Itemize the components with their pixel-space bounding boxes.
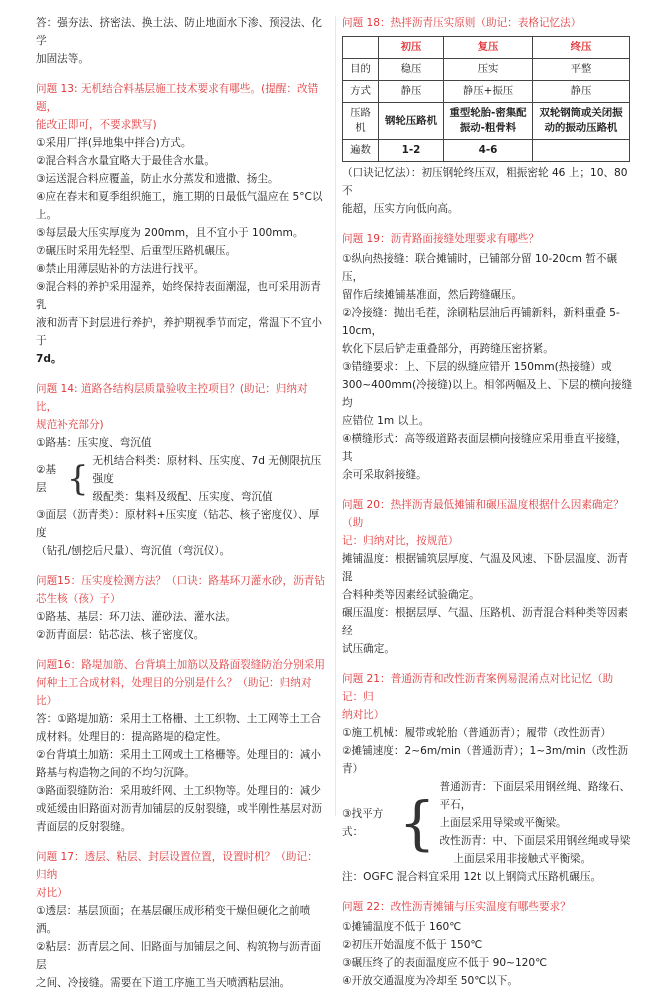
table-cell: 遍数 [343, 140, 379, 162]
answer-line: 答：①路堤加筋：采用土工格栅、土工织物、土工网等土工合 [36, 713, 321, 725]
answer-line: ②混合料含水量宜略大于最佳含水量。 [36, 155, 215, 167]
left-column [36, 14, 328, 992]
answer-line: ⑨混合料的养护采用湿养，始终保持表面潮湿，也可采用沥青乳 [36, 281, 321, 311]
table-cell: 方式 [343, 81, 379, 103]
table-cell: 平整 [533, 59, 630, 81]
answer-line: 无机结合料类：原材料、压实度、7d 无侧限抗压强度 [92, 455, 322, 485]
table-header: 初压 [379, 37, 444, 59]
answer-line: ①采用厂拌(异地集中拌合)方式。 [36, 137, 192, 149]
answer-line: ⑤每层最大压实厚度为 200mm，且不宜小于 100mm。 [36, 227, 304, 239]
table-row [343, 59, 630, 81]
answer-line: ②台背填土加筋：采用土工网或土工格栅等。处理目的：减小 [36, 749, 321, 761]
answer-line: 上面层采用导梁或平衡梁。 [439, 817, 567, 829]
table-cell [343, 37, 379, 59]
answer-line: ①施工机械：履带或轮胎（普通沥青）；履带（改性沥青） [342, 727, 612, 739]
answer-line: 留作后续摊铺基准面，然后跨缝碾压。 [342, 289, 523, 301]
question-title: 对比） [36, 887, 68, 899]
answer-line: ①摊铺温度不低于 160℃ [342, 921, 462, 933]
base-layer-group [36, 452, 328, 506]
answer-line: ①纵向热接缝：联合摊铺时，已铺部分留 10-20cm 暂不碾压， [342, 253, 618, 283]
table-row [343, 140, 630, 162]
question-title: 纳对比） [342, 709, 385, 721]
answer-line: 摊铺温度：根据铺筑层厚度、气温及风速、下卧层温度、沥青混 [342, 553, 629, 583]
question-15 [36, 572, 328, 644]
question-title: 比） [36, 695, 58, 707]
answer-line: 试压确定。 [342, 643, 395, 655]
question-title: 芯生核（孩）子） [36, 593, 121, 605]
answer-line: ①路基：压实度、弯沉值 [36, 437, 152, 449]
answer-line: ②摊铺速度：2~6m/min（普通沥青）；1~3m/min（改性沥青） [342, 745, 629, 775]
question-20 [342, 496, 634, 658]
brace-icon: { [66, 459, 89, 499]
table-cell: 静压 [533, 81, 630, 103]
mnemonic-line: 能超，压实方向低向高。 [342, 203, 459, 215]
answer-line: 路基与构造物之间的不均匀沉降。 [36, 767, 195, 779]
leveling-label: ③找平方式： [342, 808, 384, 838]
answer-line: 7d。 [36, 353, 62, 365]
answer-line: 或延缓由旧路面对沥青加铺层的反射裂缝，或半刚性基层对沥 [36, 803, 323, 815]
table-cell: 稳压 [379, 59, 444, 81]
question-22 [342, 898, 634, 990]
table-row [343, 103, 630, 140]
answer-line: 上面层采用非接触式平衡梁。 [453, 853, 592, 865]
answer-line: ④横缝形式：高等级道路表面层横向接缝应采用垂直平接缝，其 [342, 433, 627, 463]
question-title: 问题 19：沥青路面接缝处理要求有哪些？ [342, 233, 539, 245]
answer-line: 青面层的反射裂缝。 [36, 821, 132, 833]
answer-line: 普通沥青：下面层采用钢丝绳、路缘石、平石， [439, 781, 631, 811]
question-title: 问题 18：热拌沥青压实原则（助记：表格记忆法） [342, 17, 582, 29]
question-title: 问题 22：改性沥青摊铺与压实温度有哪些要求？ [342, 901, 571, 913]
table-cell: 1-2 [379, 140, 444, 162]
answer-line: ③路面裂缝防治：采用玻纤网、土工织物等。处理目的：减少 [36, 785, 321, 797]
answer-line: ③面层（沥青类）：原材料+压实度（钻芯、核子密度仪）、厚度 [36, 509, 320, 539]
table-row [343, 81, 630, 103]
answer-line: 碾压温度：根据层厚、气温、压路机、沥青混合料种类等因素经 [342, 607, 629, 637]
question-14 [36, 380, 328, 560]
answer-line: ②沥青面层：钻芯法、核子密度仪。 [36, 629, 205, 641]
answer-line: ④开放交通温度为冷却至 50℃以下。 [342, 975, 518, 987]
answer-line: 之间、冷接缝。需要在下道工序施工当天喷洒粘层油。 [36, 977, 291, 989]
answer-line: ②初压开始温度不低于 150℃ [342, 939, 483, 951]
question-13 [36, 80, 328, 368]
question-18 [342, 14, 634, 218]
table-cell: 钢轮压路机 [379, 103, 444, 140]
question-title: 问题 20：热拌沥青最低摊铺和碾压温度根据什么因素确定？（助 [342, 499, 624, 529]
table-cell: 4-6 [444, 140, 533, 162]
answer-line: ①路基、基层：环刀法、灌砂法、灌水法。 [36, 611, 237, 623]
table-header: 终压 [533, 37, 630, 59]
table-cell: 压路机 [343, 103, 379, 140]
answer-line: 应错位 1m 以上。 [342, 415, 430, 427]
question-title: 问题 17：透层、粘层、封层设置位置，设置时机？（助记：归纳 [36, 851, 318, 881]
answer-line: 余可采取斜接缝。 [342, 469, 427, 481]
answer-line: （钻孔/刨挖后尺量）、弯沉值（弯沉仪）。 [36, 545, 231, 557]
note-line: 注：OGFC 混合料宜采用 12t 以上钢筒式压路机碾压。 [342, 871, 602, 883]
table-cell: 双轮钢筒或关闭振动的振动压路机 [533, 103, 630, 140]
answer-line: 成材料。处理目的：提高路堤的稳定性。 [36, 731, 227, 743]
question-title: 记：归纳对比，按规范） [342, 535, 459, 547]
question-title: 问题 13: 无机结合料基层施工技术要求有哪些。(提醒：改错题， [36, 83, 319, 113]
base-layer-label: ②基层 [36, 464, 57, 494]
table-cell: 目的 [343, 59, 379, 81]
answer-line: ④应在春末和夏季组织施工，施工期的日最低气温应在 5°C以上。 [36, 191, 323, 221]
question-17 [36, 848, 328, 992]
table-cell: 静压 [379, 81, 444, 103]
question-title: 问题15：压实度检测方法？（口诀：路基环刀灌水砂，沥青钻 [36, 575, 325, 587]
answer-line: 软化下层后铲走重叠部分，再跨缝压密挤紧。 [342, 343, 554, 355]
question-title: 规范补充部分) [36, 419, 104, 431]
answer-line: ③错缝要求：上、下层的纵缝应错开 150mm(热接缝）或 [342, 361, 612, 373]
question-title: 何种土工合成材料，处理目的分别是什么？（助记：归纳对 [36, 677, 312, 689]
question-19 [342, 230, 634, 484]
answer-line: 合料种类等因素经试验确定。 [342, 589, 480, 601]
table-header-row [343, 37, 630, 59]
answer-line: ⑦碾压时采用先轻型、后重型压路机碾压。 [36, 245, 237, 257]
answer-line: ③运送混合料应覆盖，防止水分蒸发和遗撒、扬尘。 [36, 173, 279, 185]
table-cell: 重型轮胎-密集配 振动-粗骨料 [444, 103, 533, 140]
intro-line: 答：强夯法、挤密法、换土法、防止地面水下渗、预浸法、化学 [36, 17, 323, 47]
table-header: 复压 [444, 37, 533, 59]
brace-icon: { [398, 789, 436, 857]
right-column [342, 14, 634, 990]
question-21 [342, 670, 634, 886]
answer-line: 改性沥青：中、下面层采用钢丝绳或导梁 [439, 835, 631, 847]
answer-line: 液和沥青下封层进行养护，养护期视季节而定，常温下不宜小于 [36, 317, 323, 347]
answer-line: 级配类：集料及级配、压实度、弯沉值 [92, 491, 273, 503]
question-title: 问题 21：普通沥青和改性沥青案例易混淆点对比记忆（助记：归 [342, 673, 614, 703]
answer-line: ②粘层：沥青层之间、旧路面与加铺层之间、构筑物与沥青面层 [36, 941, 321, 971]
answer-line: 300~400mm(冷接缝)以上。相邻两幅及上、下层的横向接缝均 [342, 379, 633, 409]
leveling-group [342, 778, 634, 868]
table-cell [533, 140, 630, 162]
table-cell: 静压+振压 [444, 81, 533, 103]
mnemonic-line: （口诀记忆法）：初压钢轮终压双，粗振密轮 46 上；10、80 不 [342, 167, 628, 197]
question-title: 问题16：路堤加筋、台背填土加筋以及路面裂缝防治分别采用 [36, 659, 325, 671]
compaction-table [342, 36, 630, 162]
answer-line: ③碾压终了的表面温度应不低于 90~120℃ [342, 957, 548, 969]
question-title: 能改正即可，不要求默写) [36, 119, 157, 131]
column-divider [335, 16, 336, 816]
question-16 [36, 656, 328, 836]
intro-line: 加固法等。 [36, 53, 89, 65]
question-title: 问题 14: 道路各结构层质量验收主控项目？(助记：归纳对比， [36, 383, 308, 413]
answer-line: ②冷接缝：抛出毛茬，涂刷粘层油后再铺新料，新料重叠 5-10cm， [342, 307, 620, 337]
answer-line: ⑧禁止用薄层贴补的方法进行找平。 [36, 263, 205, 275]
table-cell: 压实 [444, 59, 533, 81]
answer-line: ①透层：基层顶面；在基层碾压成形稍变干燥但硬化之前喷洒。 [36, 905, 311, 935]
